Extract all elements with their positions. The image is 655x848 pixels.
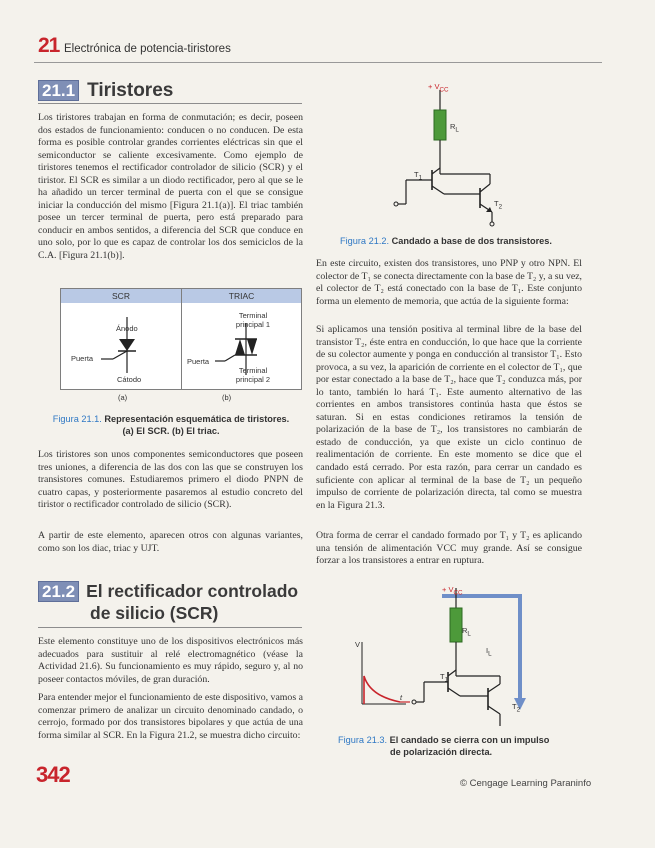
figure1-caption-line2: (a) El SCR. (b) El triac. (122, 425, 220, 436)
paragraph-text: Los tiristores trabajan en forma de conmutación; es decir, poseen dos estados de funcionamiento: conducen o no conducen. De esta forma es posible controlar grandes corrientes eléctricas sin que el semiconductor se caliente excesivamente. Como ejemplo de tiristores tenemos el rectificador controlador de silicio (SCR) y el tiristor. El SCR es similar a un diodo rectificador, pero al que se le ha añadido un tercer terminal de puerta con el que se consigue iniciar la conducción del mismo [Figura 21.1(a)]. El triac también posee un tercer terminal de puerta, pero está preparado para conducir en ambos sentidos, a diferencia del SCR que conduce en uno solo, por lo que es capaz de controlar los dos semiciclos de la C.A. [Figura 21.1(b)]. (38, 112, 303, 262)
chapter-title: Electrónica de potencia-tiristores (64, 43, 231, 55)
figure1-sub-b: (b) (222, 393, 232, 402)
terminal2-line2: principal 2 (235, 374, 271, 384)
paragraph-text: Para entender mejor el funcionamiento de este dispositivo, vamos a comenzar primero de analizar un circuito denominado candado, o cerrojo, formado por dos transistores bipolares y que actúa de una forma similar al SCR. En la Figura 21.2, se muestra dicho circuito: (38, 692, 303, 741)
label-puerta-scr: Puerta (71, 354, 94, 363)
fig3-resistor-rl (450, 608, 462, 642)
figure1-caption (40, 414, 302, 437)
triac-triangle-up (235, 339, 245, 355)
fig3-t2-sub: 2 (516, 706, 521, 714)
section2-paragraph-2 (38, 692, 303, 742)
fig3-il: I (486, 646, 489, 655)
fig3-vcc-sub: CC (453, 589, 463, 597)
fig3-t1: T (440, 672, 445, 681)
paragraph-text: A partir de este elemento, aparecen otros con algunas variantes, como son los diac, triac y UJT. (38, 530, 303, 554)
pulse-curve (364, 676, 403, 704)
fig2-t2-sub: 2 (498, 203, 503, 211)
fig2-t1: T (414, 170, 419, 179)
section-title: Tiristores (87, 80, 174, 101)
figure1-caption-text: Representación esquemática de tiristores. (104, 414, 290, 424)
label-terminal-1 (225, 312, 281, 329)
paragraph-text: En este circuito, existen dos transistores, uno PNP y otro NPN. El colector de T₁ se conecta directamente con la base de T₂ y, a su vez, el colector de T₂ está conectado con la base de T₁. Este conjunto forma un elemento de memoria, que actúa de la siguiente forma: (316, 258, 582, 307)
paragraph-text: Este elemento constituye uno de los dispositivos electrónicos más adecuados para sustituir al relé electromagnético (véase la Actividad 21.6). Su funcionamiento es muy rápido, seguro y, al no poseer contactos móviles, de gran duración. (38, 636, 303, 685)
resistor-rl (434, 110, 446, 140)
terminal2-line1: Terminal (238, 366, 268, 375)
figure-21-3-circuit (340, 580, 570, 730)
section1-paragraph-3 (38, 530, 303, 555)
terminal1-line2: principal 1 (235, 319, 271, 329)
fig3-t-axis-label: t (400, 693, 403, 702)
fig2-rl-sub: L (455, 126, 459, 134)
section1-paragraph-2 (38, 449, 303, 512)
fig3-vcc: + V (442, 585, 454, 594)
right-paragraph-1 (316, 258, 582, 308)
fig2-vcc-label (428, 82, 449, 94)
fig2-t2-label (494, 199, 502, 211)
fig2-t1-sub: 1 (418, 174, 423, 182)
fig3-t2: T (512, 702, 517, 711)
fig3-rl-label (462, 626, 471, 638)
fig3-rl-sub: L (467, 630, 471, 638)
figure3-caption (338, 735, 578, 758)
fig3-t1-sub: 1 (444, 676, 449, 684)
fig3-vcc-label (442, 585, 463, 597)
scr-gate-line (113, 351, 127, 359)
figure2-caption-label: Figura 21.2. (340, 236, 390, 246)
figure-21-1 (60, 288, 302, 390)
figure-col-scr: SCR (61, 289, 182, 303)
figure3-caption-text: El candado se cierra con un impulso (389, 735, 550, 745)
label-anodo: Ánodo (116, 324, 138, 333)
fig2-t2: T (494, 199, 499, 208)
fig3-t2-label (512, 702, 520, 714)
triac-triangle-down (247, 339, 257, 355)
terminal1-line1: Terminal (238, 311, 268, 320)
page-number: 342 (36, 762, 70, 787)
label-terminal-2 (225, 367, 281, 384)
fig3-il-label (486, 646, 492, 658)
section2-rule (38, 627, 302, 628)
section2-title-line1: El rectificador controlado (86, 581, 299, 601)
figure2-caption-text: Candado a base de dos transistores. (391, 236, 552, 246)
section-number-badge: 21.1 (38, 80, 79, 101)
section-heading-21-1 (38, 80, 173, 102)
section-rule (38, 103, 302, 104)
fig3-il-sub: L (488, 650, 492, 658)
triac-gate-line (225, 355, 235, 361)
figure3-caption-line2: de polarización directa. (390, 746, 493, 757)
section1-paragraph-1 (38, 112, 303, 263)
figure1-sub-a: (a) (118, 393, 128, 402)
section-heading-21-2 (38, 581, 298, 625)
fig2-t1-label (414, 170, 422, 182)
section2-paragraph-1 (38, 636, 303, 686)
fig2-vcc: + V (428, 82, 440, 91)
label-puerta-triac: Puerta (187, 357, 210, 366)
scr-triangle (119, 339, 135, 351)
paragraph-text: Otra forma de cerrar el candado formado por T₁ y T₂ es aplicando una tensión de alimentación VCC muy grande. Así se consigue forzar a los transistores a entrar en ruptura. (316, 530, 582, 567)
publisher-credit: © Cengage Learning Paraninfo (460, 778, 592, 789)
fig3-v-axis-label: V (355, 640, 361, 649)
fig3-t1-label (440, 672, 448, 684)
header-rule (34, 62, 602, 63)
figure3-caption-label: Figura 21.3. (338, 735, 388, 745)
fig2-rl-label (450, 122, 459, 134)
paragraph-text: Si aplicamos una tensión positiva al terminal libre de la base del transistor T₂, éste entra en conducción, lo que hace que la corriente de su colector aumente y ponga en conducción al transistor T₁. Esto provoca, a su vez, la aparición de corriente en el colector de T₁, que por estar conectado a la base de T₂, hace que T₂ conduzca más, por lo tanto, también lo hará T₁. Este aumento alternativo de las corrientes en ambos transistores continúa hasta que éstos se saturan. Si en estas condiciones retiramos la tensión de polarización de la base de T₂, los transistores no cambiarán de estado de conducción, ya que existe un ciclo continuo de realimentación de corriente. En este momento se dice que el candado está cerrado. Por esta razón, para cerrar un candado es suficiente con aplicar al terminal de la base de T₂ un pequeño impulso de corriente de polarización directa, tal como se muestra en la Figura 21.3. (316, 324, 582, 511)
right-paragraph-2 (316, 324, 582, 512)
fig3-rl: R (462, 626, 468, 635)
fig2-vcc-sub: CC (439, 86, 449, 94)
paragraph-text: Los tiristores son unos componentes semiconductores que poseen tres uniones, a diferencia de las dos con las que se construyen los transistores comunes. Estudiaremos primero el diodo PNPN de cuatro capas, y posteriormente pasaremos al estudio concreto del tiristor o rectificador controlado de silicio (SCR). (38, 449, 303, 511)
right-paragraph-3 (316, 530, 582, 568)
figure2-caption (340, 236, 600, 248)
section2-title-line2: de silicio (SCR) (90, 603, 219, 623)
chapter-number: 21 (38, 34, 60, 57)
fig2-rl: R (450, 122, 456, 131)
figure-col-triac: TRIAC (182, 289, 301, 303)
label-catodo: Cátodo (117, 375, 142, 384)
figure1-caption-label: Figura 21.1. (52, 414, 102, 424)
section2-number-badge: 21.2 (38, 581, 79, 602)
